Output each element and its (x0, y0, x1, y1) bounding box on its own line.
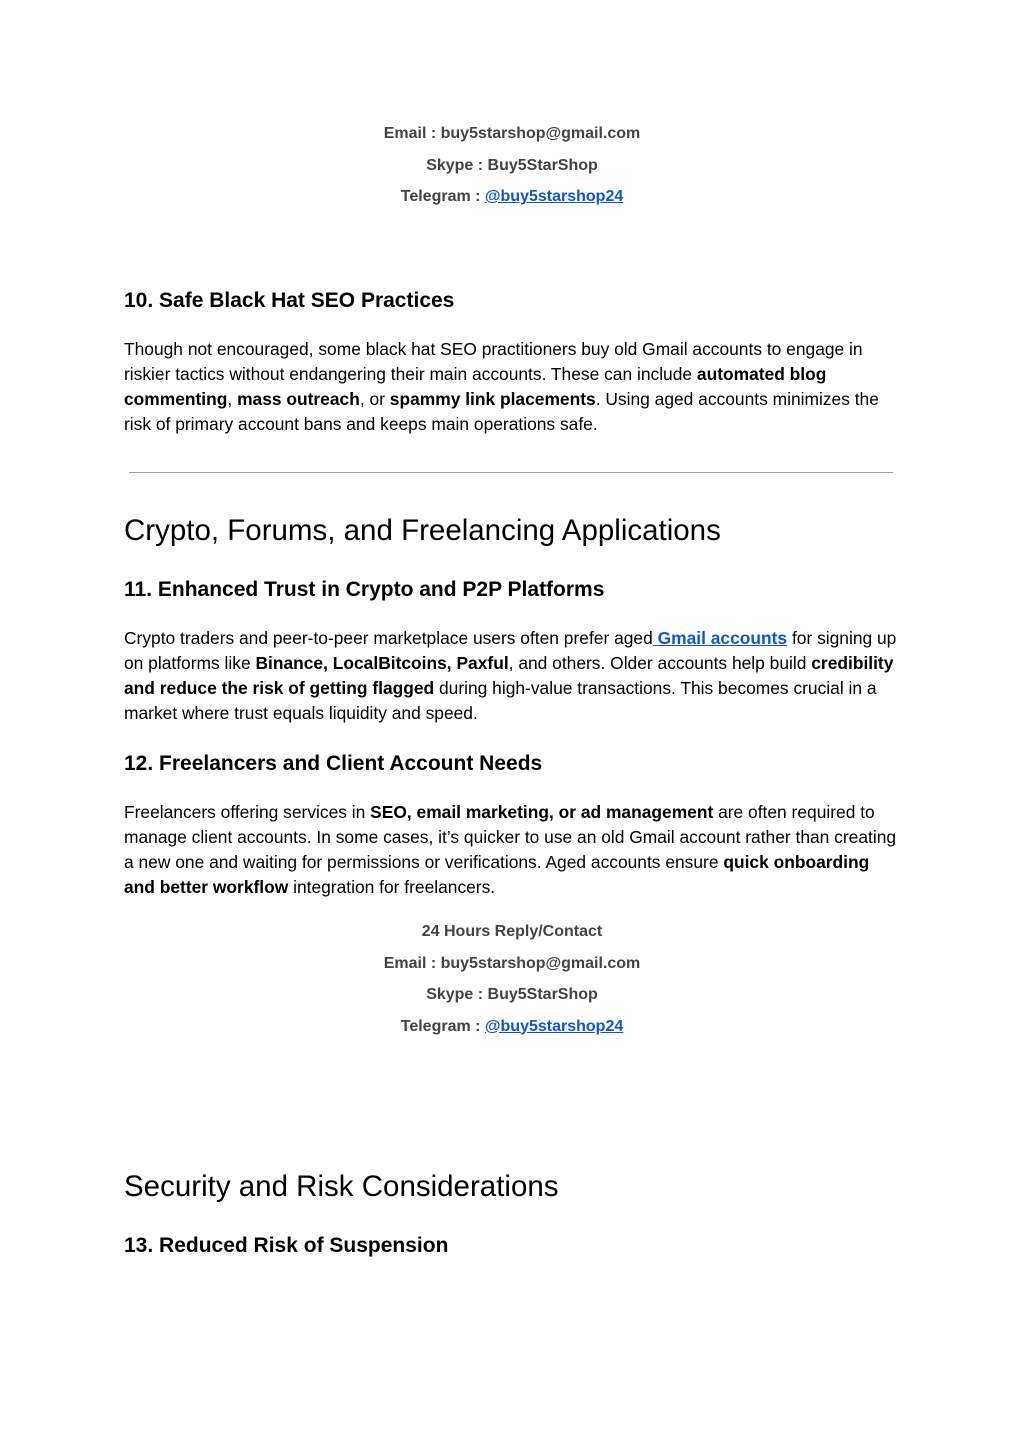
heading-crypto-forums-freelancing: Crypto, Forums, and Freelancing Applications (124, 514, 721, 547)
contact-telegram (0, 181, 1024, 213)
heading-security-risk: Security and Risk Considerations (124, 1170, 559, 1203)
contact-telegram (0, 1011, 1024, 1043)
paragraph-black-hat-seo: Though not encouraged, some black hat SEO practitioners buy old Gmail accounts to engage in riskier tactics without endangering their main accounts. These can include automated blog commenting, mass outreach, or spammy link placements. Using aged accounts minimizes the risk of primary account bans and keeps main operations safe. (124, 339, 879, 434)
contact-skype: Skype : Buy5StarShop (426, 156, 598, 174)
heading-enhanced-trust-crypto: 11. Enhanced Trust in Crypto and P2P Platforms (124, 578, 605, 601)
heading-freelancers-client-accounts: 12. Freelancers and Client Account Needs (124, 752, 543, 775)
contact-reply: 24 Hours Reply/Contact (421, 923, 603, 940)
paragraph-freelancers: Freelancers offering services in SEO, email marketing, or ad management are often required to manage client accounts. In some cases, it’s quicker to use an old Gmail account rather than creating a new one and waiting for permissions or verifications. Aged accounts ensure quick onboarding and better workflow integration for freelancers. (124, 802, 897, 897)
gmail-accounts-link[interactable]: Gmail accounts (652, 628, 788, 648)
telegram-label: Telegram : (400, 1017, 485, 1035)
contact-block-bottom (0, 916, 1024, 1042)
horizontal-divider (129, 472, 893, 473)
contact-block-top (0, 118, 1024, 213)
telegram-link[interactable]: @buy5starshop24 (484, 188, 624, 205)
heading-safe-black-hat-seo: 10. Safe Black Hat SEO Practices (124, 289, 455, 312)
heading-reduced-risk-suspension: 13. Reduced Risk of Suspension (124, 1234, 449, 1257)
telegram-label: Telegram : (400, 188, 485, 205)
contact-email: Email : buy5starshop@gmail.com (383, 125, 641, 142)
contact-email: Email : buy5starshop@gmail.com (383, 954, 641, 972)
contact-skype: Skype : Buy5StarShop (426, 986, 598, 1003)
paragraph-crypto-trust: Crypto traders and peer-to-peer marketplace users often prefer aged Gmail accounts for signing up on platforms like Binance, LocalBitcoins, Paxful, and others. Older accounts help build credibility and reduce the risk of getting flagged during high-value transactions. This becomes crucial in a market where trust equals liquidity and speed. (124, 628, 897, 723)
telegram-link[interactable]: @buy5starshop24 (484, 1017, 624, 1035)
